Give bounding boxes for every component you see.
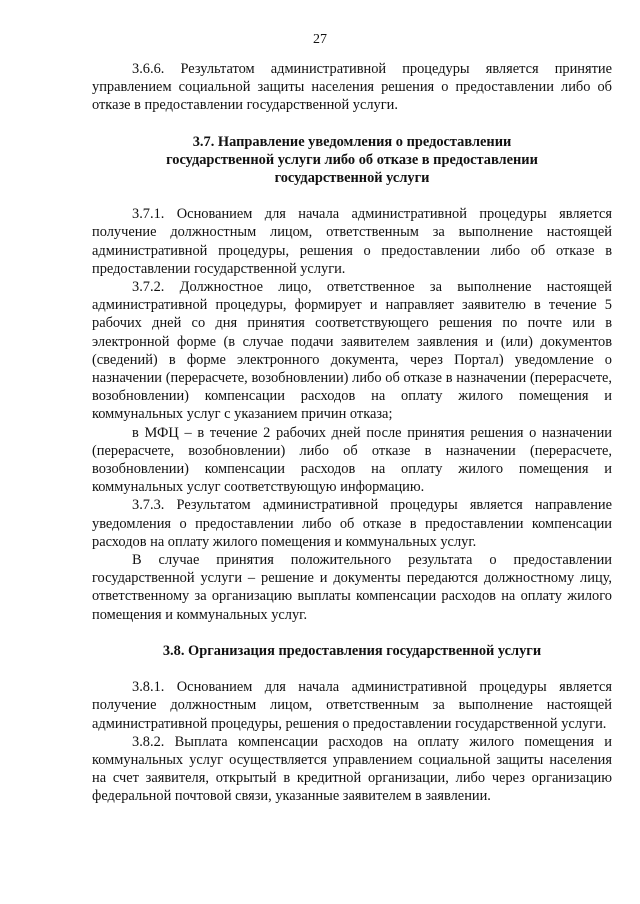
paragraph-3-7-3: 3.7.3. Результатом административной процедуры является направление уведомления о предоставлении либо об отказе в предоставлении компенсации расходов на оплату жилого помещения и коммунальных услуг. (92, 497, 612, 550)
heading-line: 3.7. Направление уведомления о предоставлении (192, 133, 512, 150)
heading-line: государственной услуги либо об отказе в предоставлении (166, 151, 538, 168)
paragraph-mfc: в МФЦ – в течение 2 рабочих дней после принятия решения о назначении (перерасчете, возобновлении) либо об отказе в назначении (перерасчете, возобновлении) компенсации расходов на оплату жилого помещения и коммунальных услуг соответствующую информацию. (92, 424, 612, 496)
paragraph-3-7-2: 3.7.2. Должностное лицо, ответственное за выполнение настоящей административной процедуры, формирует и направляет заявителю в течение 5 рабочих дней со дня принятия соответствующего решения по почте или в электронной форме (в случае подачи заявителем заявления и (или) документов (сведений) в форме электронного документа, через Портал) уведомление о назначении (перерасчете, возобновлении) либо об отказе в назначении (перерасчете, возобновлении) компенсации расходов на оплату жилого помещения и коммунальных услуг с указанием причин отказа; (92, 279, 612, 423)
paragraph-3-8-2: 3.8.2. Выплата компенсации расходов на оплату жилого помещения и коммунальных услуг осуществляется управлением социальной защиты населения на счет заявителя, открытый в кредитной организации, либо через организацию федеральной почтовой связи, указанные заявителем в заявлении. (92, 733, 612, 805)
spacer (92, 660, 612, 678)
spacer (92, 187, 612, 205)
section-heading-3-8 (92, 642, 612, 660)
document-body (92, 60, 612, 806)
heading-line: государственной услуги (274, 170, 430, 187)
page-number: 27 (313, 32, 327, 47)
heading-line: 3.8. Организация предоставления государственной услуги (162, 642, 542, 659)
paragraph-3-6-6: 3.6.6. Результатом административной процедуры является принятие управлением социальной защиты населения решения о предоставлении либо об отказе в предоставлении государственной услуги. (92, 61, 612, 114)
paragraph-3-8-1: 3.8.1. Основанием для начала административной процедуры является получение должностным лицом, ответственным за выполнение настоящей административной процедуры, решения о предоставлении государственной услуги. (92, 679, 612, 732)
spacer (92, 624, 612, 642)
spacer (92, 115, 612, 133)
paragraph-3-7-1: 3.7.1. Основанием для начала административной процедуры является получение должностным лицом, ответственным за выполнение настоящей административной процедуры, решения о предоставлении либо об отказе в предоставлении государственной услуги. (92, 206, 612, 277)
paragraph-positive-result: В случае принятия положительного результата о предоставлении государственной услуги – решение и документы передаются должностному лицу, ответственному за организацию выплаты компенсации расходов на оплату жилого помещения и коммунальных услуг. (92, 552, 612, 623)
section-heading-3-7 (92, 133, 612, 188)
